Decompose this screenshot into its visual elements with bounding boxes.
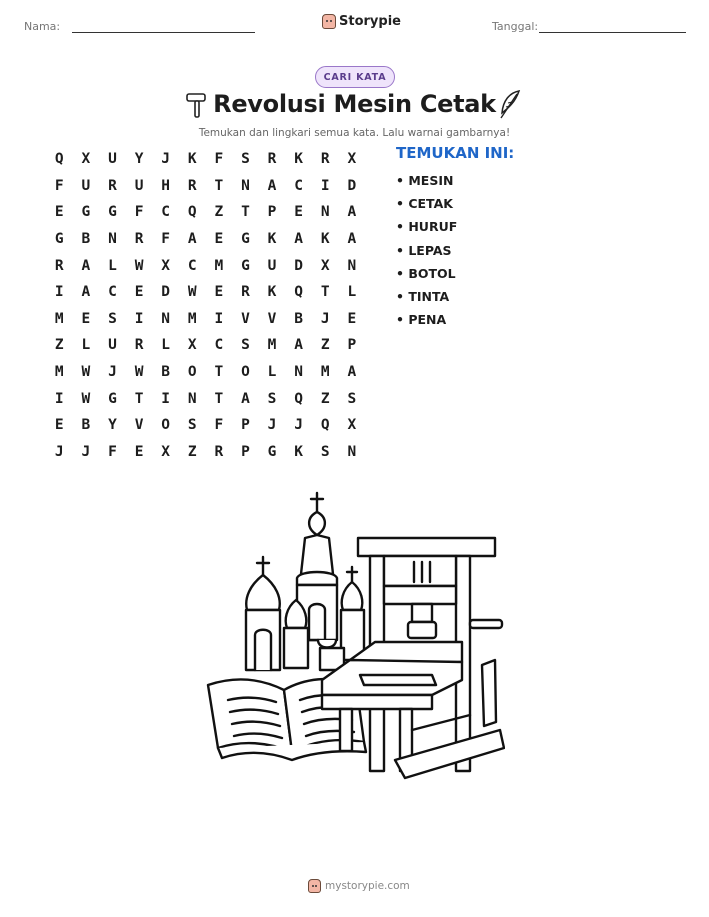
word-list-item: • MESIN xyxy=(396,173,454,188)
grid-letter[interactable]: M xyxy=(214,257,224,274)
word-list-item: • HURUF xyxy=(396,219,458,235)
grid-letter[interactable]: X xyxy=(347,151,357,168)
grid-letter[interactable]: Y xyxy=(108,417,117,434)
grid-letter[interactable]: N xyxy=(187,390,197,407)
grid-letter[interactable]: X xyxy=(81,151,91,168)
grid-row xyxy=(46,226,365,253)
word-search-grid[interactable] xyxy=(46,146,365,465)
grid-row xyxy=(46,332,365,359)
grid-letter[interactable]: Z xyxy=(320,390,330,407)
word-list-item: • TINTA xyxy=(396,288,450,304)
grid-letter[interactable]: S xyxy=(267,390,277,407)
grid-letter[interactable]: U xyxy=(108,151,117,168)
grid-letter[interactable]: I xyxy=(134,310,144,327)
grid-row xyxy=(46,279,365,306)
grid-letter[interactable]: W xyxy=(134,364,144,381)
grid-letter[interactable]: D xyxy=(161,284,171,301)
grid-letter[interactable]: R xyxy=(134,231,144,248)
grid-letter[interactable]: I xyxy=(161,390,171,407)
footer xyxy=(308,879,410,893)
grid-letter[interactable]: I xyxy=(214,310,224,327)
grid-letter[interactable]: K xyxy=(267,231,277,248)
quill-icon xyxy=(497,89,523,125)
grid-letter[interactable]: J xyxy=(54,443,64,460)
grid-letter[interactable]: K xyxy=(294,443,303,460)
grid-letter[interactable]: A xyxy=(347,204,357,221)
grid-letter[interactable]: W xyxy=(134,257,144,274)
grid-letter[interactable]: C xyxy=(294,177,303,194)
grid-row xyxy=(46,252,365,279)
grid-letter[interactable]: L xyxy=(161,337,171,354)
grid-letter[interactable]: S xyxy=(108,310,117,327)
grid-letter[interactable]: I xyxy=(54,284,64,301)
grid-letter[interactable]: S xyxy=(241,337,250,354)
grid-letter[interactable]: R xyxy=(187,177,197,194)
grid-letter[interactable]: C xyxy=(214,337,224,354)
grid-letter[interactable]: B xyxy=(294,310,303,327)
grid-letter[interactable]: K xyxy=(187,151,197,168)
grid-letter[interactable]: I xyxy=(320,177,330,194)
grid-letter[interactable]: G xyxy=(81,204,91,221)
grid-letter[interactable]: O xyxy=(187,364,197,381)
grid-letter[interactable]: M xyxy=(320,364,330,381)
grid-letter[interactable]: H xyxy=(161,177,171,194)
grid-letter[interactable]: U xyxy=(81,177,91,194)
grid-letter[interactable]: T xyxy=(214,364,224,381)
grid-letter[interactable]: G xyxy=(108,390,117,407)
grid-letter[interactable]: I xyxy=(54,390,64,407)
grid-letter[interactable]: V xyxy=(241,310,250,327)
grid-letter[interactable]: K xyxy=(267,284,277,301)
grid-letter[interactable]: S xyxy=(347,390,357,407)
grid-row xyxy=(46,359,365,386)
grid-letter[interactable]: O xyxy=(241,364,250,381)
grid-letter[interactable]: J xyxy=(320,310,330,327)
grid-letter[interactable]: N xyxy=(241,177,250,194)
grid-letter[interactable]: J xyxy=(81,443,91,460)
grid-row xyxy=(46,439,365,466)
grid-letter[interactable]: P xyxy=(241,417,250,434)
grid-letter[interactable]: G xyxy=(241,257,250,274)
grid-letter[interactable]: S xyxy=(320,443,330,460)
grid-letter[interactable]: A xyxy=(347,364,357,381)
grid-letter[interactable]: A xyxy=(267,177,277,194)
grid-letter[interactable]: L xyxy=(347,284,357,301)
grid-letter[interactable]: X xyxy=(161,257,171,274)
grid-letter[interactable]: A xyxy=(81,257,91,274)
word-list-title: TEMUKAN INI: xyxy=(396,144,515,162)
brand-logo xyxy=(322,14,401,29)
grid-letter[interactable]: P xyxy=(347,337,357,354)
grid-letter[interactable]: E xyxy=(214,284,224,301)
grid-letter[interactable]: E xyxy=(54,417,64,434)
word-list xyxy=(396,171,457,333)
grid-letter[interactable]: F xyxy=(214,151,224,168)
grid-letter[interactable]: F xyxy=(108,443,117,460)
printing-press-illustration[interactable] xyxy=(200,490,505,789)
grid-letter[interactable]: N xyxy=(108,231,117,248)
grid-row xyxy=(46,412,365,439)
grid-letter[interactable]: C xyxy=(161,204,171,221)
grid-letter[interactable]: R xyxy=(134,337,144,354)
grid-letter[interactable]: B xyxy=(81,231,91,248)
grid-letter[interactable]: A xyxy=(187,231,197,248)
grid-letter[interactable]: U xyxy=(267,257,277,274)
category-badge: CARI KATA xyxy=(315,66,395,88)
grid-letter[interactable]: X xyxy=(187,337,197,354)
grid-letter[interactable]: N xyxy=(347,443,357,460)
grid-letter[interactable]: Z xyxy=(187,443,197,460)
name-label: Nama: xyxy=(24,20,61,33)
grid-letter[interactable]: U xyxy=(134,177,144,194)
grid-letter[interactable]: Q xyxy=(294,284,303,301)
word-list-item: • CETAK xyxy=(396,196,453,212)
grid-letter[interactable]: J xyxy=(294,417,303,434)
grid-letter[interactable]: T xyxy=(214,177,224,194)
word-list-item: • BOTOL xyxy=(396,265,456,281)
grid-letter[interactable]: X xyxy=(347,417,357,434)
grid-letter[interactable]: F xyxy=(161,231,171,248)
brand-name: Storypie xyxy=(339,14,401,29)
grid-letter[interactable]: E xyxy=(81,310,91,327)
grid-letter[interactable]: F xyxy=(54,177,64,194)
grid-letter[interactable]: B xyxy=(161,364,171,381)
grid-letter[interactable]: V xyxy=(134,417,144,434)
grid-letter[interactable]: F xyxy=(134,204,144,221)
grid-letter[interactable]: M xyxy=(54,310,64,327)
grid-letter[interactable]: A xyxy=(81,284,91,301)
grid-letter[interactable]: S xyxy=(187,417,197,434)
word-list-item: • LEPAS xyxy=(396,242,452,258)
grid-letter[interactable]: A xyxy=(347,231,357,248)
grid-letter[interactable]: E xyxy=(214,231,224,248)
grid-letter[interactable]: Q xyxy=(294,390,303,407)
footer-url[interactable]: mystorypie.com xyxy=(325,880,410,892)
grid-letter[interactable]: K xyxy=(294,151,303,168)
grid-letter[interactable]: X xyxy=(320,257,330,274)
grid-letter[interactable]: C xyxy=(187,257,197,274)
grid-letter[interactable]: N xyxy=(347,257,357,274)
grid-letter[interactable]: Z xyxy=(54,337,64,354)
grid-letter[interactable]: E xyxy=(347,310,357,327)
grid-letter[interactable]: W xyxy=(81,364,91,381)
grid-letter[interactable]: B xyxy=(81,417,91,434)
grid-letter[interactable]: E xyxy=(134,443,144,460)
grid-row xyxy=(46,199,365,226)
grid-letter[interactable]: R xyxy=(320,151,330,168)
grid-letter[interactable]: M xyxy=(267,337,277,354)
grid-letter[interactable]: P xyxy=(267,204,277,221)
grid-letter[interactable]: R xyxy=(267,151,277,168)
grid-letter[interactable]: J xyxy=(161,151,171,168)
grid-row xyxy=(46,306,365,333)
date-label: Tanggal: xyxy=(492,20,539,33)
grid-letter[interactable]: D xyxy=(347,177,357,194)
grid-letter[interactable]: W xyxy=(187,284,197,301)
grid-letter[interactable]: A xyxy=(294,337,303,354)
grid-letter[interactable]: X xyxy=(161,443,171,460)
grid-letter[interactable]: G xyxy=(241,231,250,248)
word-list-item: • PENA xyxy=(396,312,447,328)
grid-letter[interactable]: U xyxy=(108,337,117,354)
grid-letter[interactable]: N xyxy=(294,364,303,381)
grid-letter[interactable]: O xyxy=(161,417,171,434)
instructions: Temukan dan lingkari semua kata. Lalu warnai gambarnya! xyxy=(198,127,511,139)
grid-letter[interactable]: R xyxy=(241,284,250,301)
grid-letter[interactable]: S xyxy=(241,151,250,168)
page-title: Revolusi Mesin Cetak xyxy=(213,90,496,118)
grid-letter[interactable]: C xyxy=(108,284,117,301)
grid-letter[interactable]: N xyxy=(161,310,171,327)
grid-letter[interactable]: M xyxy=(54,364,64,381)
grid-letter[interactable]: E xyxy=(54,204,64,221)
grid-letter[interactable]: R xyxy=(54,257,64,274)
grid-letter[interactable]: T xyxy=(134,390,144,407)
grid-letter[interactable]: L xyxy=(81,337,91,354)
grid-letter[interactable]: T xyxy=(214,390,224,407)
grid-letter[interactable]: N xyxy=(320,204,330,221)
grid-letter[interactable]: D xyxy=(294,257,303,274)
grid-letter[interactable]: K xyxy=(320,231,330,248)
grid-letter[interactable]: A xyxy=(241,390,250,407)
grid-letter[interactable]: Z xyxy=(214,204,224,221)
date-line[interactable] xyxy=(539,32,686,33)
grid-letter[interactable]: G xyxy=(267,443,277,460)
grid-letter[interactable]: A xyxy=(294,231,303,248)
storypie-logo-icon xyxy=(322,14,336,29)
grid-letter[interactable]: Q xyxy=(187,204,197,221)
grid-letter[interactable]: V xyxy=(267,310,277,327)
grid-letter[interactable]: Q xyxy=(54,151,64,168)
grid-letter[interactable]: T xyxy=(241,204,250,221)
grid-letter[interactable]: W xyxy=(81,390,91,407)
grid-letter[interactable]: G xyxy=(108,204,117,221)
grid-letter[interactable]: R xyxy=(214,443,224,460)
grid-letter[interactable]: M xyxy=(187,310,197,327)
grid-letter[interactable]: T xyxy=(320,284,330,301)
grid-row xyxy=(46,146,365,173)
grid-letter[interactable]: Q xyxy=(320,417,330,434)
grid-letter[interactable]: E xyxy=(134,284,144,301)
grid-letter[interactable]: Y xyxy=(134,151,144,168)
name-line[interactable] xyxy=(72,32,255,33)
grid-letter[interactable]: F xyxy=(214,417,224,434)
grid-letter[interactable]: Z xyxy=(320,337,330,354)
storypie-logo-icon xyxy=(308,879,321,893)
grid-letter[interactable]: P xyxy=(241,443,250,460)
grid-letter[interactable]: L xyxy=(267,364,277,381)
grid-row xyxy=(46,385,365,412)
grid-letter[interactable]: J xyxy=(108,364,117,381)
grid-letter[interactable]: E xyxy=(294,204,303,221)
grid-letter[interactable]: L xyxy=(108,257,117,274)
grid-row xyxy=(46,173,365,200)
grid-letter[interactable]: G xyxy=(54,231,64,248)
grid-letter[interactable]: J xyxy=(267,417,277,434)
grid-letter[interactable]: R xyxy=(108,177,117,194)
